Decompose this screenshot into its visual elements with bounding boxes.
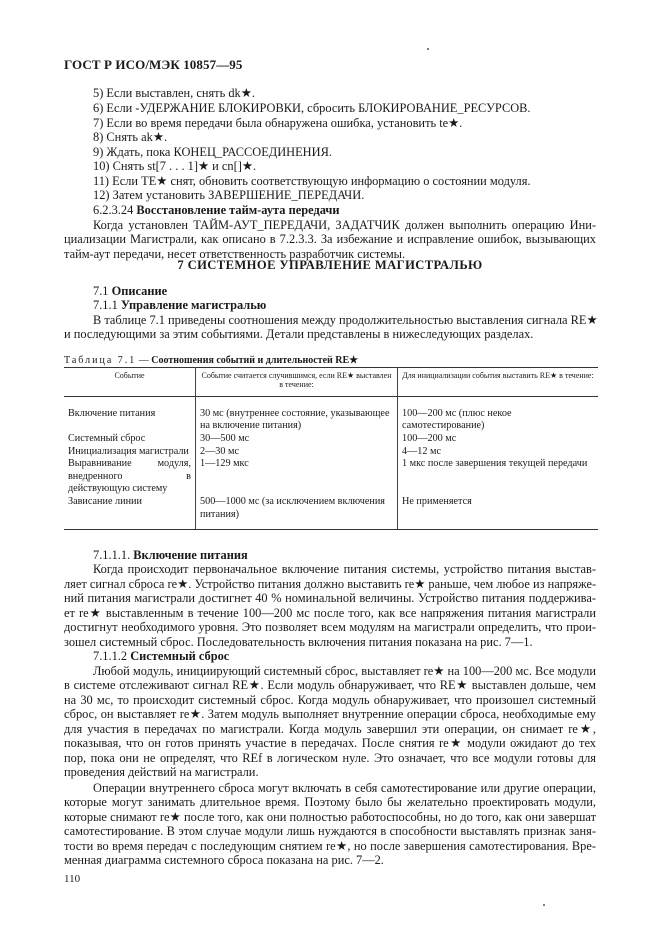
page-number: 110 (64, 873, 81, 885)
document-header: ГОСТ Р ИСО/МЭК 10857—95 (64, 57, 243, 72)
section-heading (93, 298, 266, 313)
column-header: Для инициализации события выставить RE★ в течение: (398, 368, 599, 397)
chapter-title: 7 СИСТЕМНОЕ УПРАВЛЕНИЕ МАГИСТРАЛЬЮ (177, 258, 483, 272)
section-number: 7.1 (93, 284, 109, 298)
step-item: 12) Затем установить ЗАВЕРШЕНИЕ_ПЕРЕДАЧИ. (93, 188, 365, 202)
paragraph-line: которые снимают re★ после того, как они полностью работоспособны, но до того, как они завершат (64, 810, 596, 824)
paragraph-line: на 30 мс, то происходит системный сброс. Когда модуль обнаруживает, что произошел системный (64, 693, 596, 707)
table-cell: 1—129 мкс (196, 458, 398, 496)
table-cell: Не применяется (398, 496, 599, 530)
table-cell: 30 мс (внутреннее состояние, указывающее на включение питания) (196, 396, 398, 433)
section-title: Системный сброс (130, 649, 230, 663)
table-caption-dash: — (136, 355, 152, 366)
paragraph-line: достигнут необходимого уровня. Это позволяет всем модулям на магистрали определить, что прои- (64, 620, 596, 634)
table-cell: Инициализация магистрали (68, 445, 189, 457)
step-item: 11) Если TE★ снят, обновить соответствующую информацию о состоянии модуля. (93, 174, 531, 188)
paragraph-line: самотестирование. В этом случае модули лишь нуждаются в способности выставлять признак заня- (64, 824, 596, 838)
table-header-row (64, 368, 598, 397)
paragraph-line: в системе отслеживают сигнал RE★. Если модуль обнаруживает, что RE★ выставлен дольше, чем (64, 678, 596, 692)
paragraph-line: сброс, он выставляет re★. Затем модуль выполняет внутренние операции сброса, необходимые ему (64, 707, 596, 721)
paragraph-line: Любой модуль, инициирующий системный сброс, выставляет re★ на 100—200 мс. Все модули (93, 664, 596, 678)
paragraph-line: проведения действий на магистрали. (64, 765, 259, 779)
paragraph-line: ляет сигнал сброса re★. Устройство питания должно выставить re★ раньше, чем любое из напряже- (64, 577, 597, 591)
step-item: 10) Снять st[7 . . . 1]★ и cn[]★. (93, 159, 257, 173)
paragraph-line: показывая, что он готов принять участие в передачах. После снятия re★ модули ожидают до тех (64, 736, 596, 750)
section-title: Включение питания (133, 548, 248, 562)
table-cell: 4—12 мс (398, 446, 599, 459)
table-cell: Зависание линии (64, 496, 196, 530)
step-item: 6) Если -УДЕРЖАНИЕ БЛОКИРОВКИ, сбросить БЛОКИРОВАНИЕ_РЕСУРСОВ. (93, 101, 531, 115)
section-heading (93, 548, 248, 563)
table-row (64, 433, 598, 446)
scan-speck (543, 904, 545, 906)
paragraph-line: менная диаграмма системного сброса показана на рис. 7—2. (64, 853, 384, 867)
paragraph-line: и последующими за этим событиями. Детали представлены в нижеследующих разделах. (64, 327, 534, 341)
step-item: 8) Снять ak★. (93, 130, 168, 144)
section-title: Управление магистралью (120, 298, 267, 312)
table-cell: 30—500 мс (196, 433, 398, 446)
section-title: Восстановление тайм-аута передачи (136, 203, 340, 217)
column-header: Событие считается случившимся, если RE★ выставлен в течение: (196, 368, 398, 397)
table-row (64, 446, 598, 459)
table-cell: 100—200 мс (398, 433, 599, 446)
section-number: 7.1.1.1. (93, 548, 131, 562)
table-row (64, 458, 598, 496)
paragraph-line: Когда установлен ТАЙМ-АУТ_ПЕРЕДАЧИ, ЗАДАТЧИК должен выполнить операцию Ини- (93, 218, 596, 232)
step-item: 9) Ждать, пока КОНЕЦ_РАССОЕДИНЕНИЯ. (93, 145, 332, 159)
table-caption-label: Таблица 7.1 (64, 355, 137, 366)
section-number: 7.1.1 (93, 298, 118, 312)
table-cell: 2—30 мс (196, 446, 398, 459)
paragraph-line: Когда происходит первоначальное включение питания системы, устройство питания выстав- (93, 562, 596, 576)
table-cell: Системный сброс (68, 433, 146, 444)
table-cell: 500—1000 мс (за исключением включения питания) (196, 496, 398, 530)
scan-speck (427, 48, 429, 50)
section-title: Описание (111, 284, 168, 298)
table-cell: Выравнивание модуля, внедренного в действующую систему (68, 458, 191, 495)
events-durations-table (64, 367, 598, 530)
step-item: 5) Если выставлен, снять dk★. (93, 86, 255, 100)
column-header: Событие (64, 368, 196, 397)
table-row (64, 496, 598, 530)
paragraph-line: ет re★ выставленным в течение 100—200 мс после того, как все напряжения питания магистрали (64, 606, 596, 620)
paragraph-line: В таблице 7.1 приведены соотношения между продолжительностью выставления сигнала RE★ (93, 313, 598, 327)
table-cell: Включение питания (68, 407, 156, 419)
table-caption-title: Соотношения событий и длительностей RE★ (151, 355, 359, 366)
table-cell: 1 мкс после завершения текущей передачи (398, 458, 599, 496)
paragraph-line: тайм-аут передачи, несет ответственность разработчик системы. (64, 247, 406, 261)
section-heading (93, 649, 229, 664)
paragraph-line: ний питания магистрали достигнет 40 % номинальной величины. Устройство питания поддержива- (64, 591, 596, 605)
table-row (64, 396, 598, 433)
section-heading (93, 284, 167, 299)
table-cell: 100—200 мс (плюс некое самотестирование) (398, 396, 599, 433)
step-item: 7) Если во время передачи была обнаружена ошибка, установить te★. (93, 116, 463, 130)
paragraph-line: тости во время передач с последующим снятием re★, но после завершения самотестирования. Вре- (64, 839, 596, 853)
paragraph-line: которые могут занимать длительное время. Поэтому было бы желательно проектировать модули, (64, 795, 596, 809)
paragraph-line: пор, пока они не определят, что REf в логическом нуле. Это означает, что все модули готовы для (64, 751, 596, 765)
section-number: 6.2.3.24 (93, 203, 134, 217)
section-number: 7.1.1.2 (93, 649, 128, 663)
paragraph-line: циализации Магистрали, как описано в 7.2.3.3. За избежание и исправление ошибок, вызывающих (64, 232, 596, 246)
paragraph-line: зошел системный сброс. Последовательность включения питания показана на рис. 7—1. (64, 635, 533, 649)
section-heading (93, 203, 340, 218)
paragraph-line: для участия в передачах по магистрали. Когда модуль завершил эти операции, он снимает re★, (64, 722, 596, 736)
paragraph-line: Операции внутреннего сброса могут включать в себя самотестирование или другие операции, (93, 781, 596, 795)
